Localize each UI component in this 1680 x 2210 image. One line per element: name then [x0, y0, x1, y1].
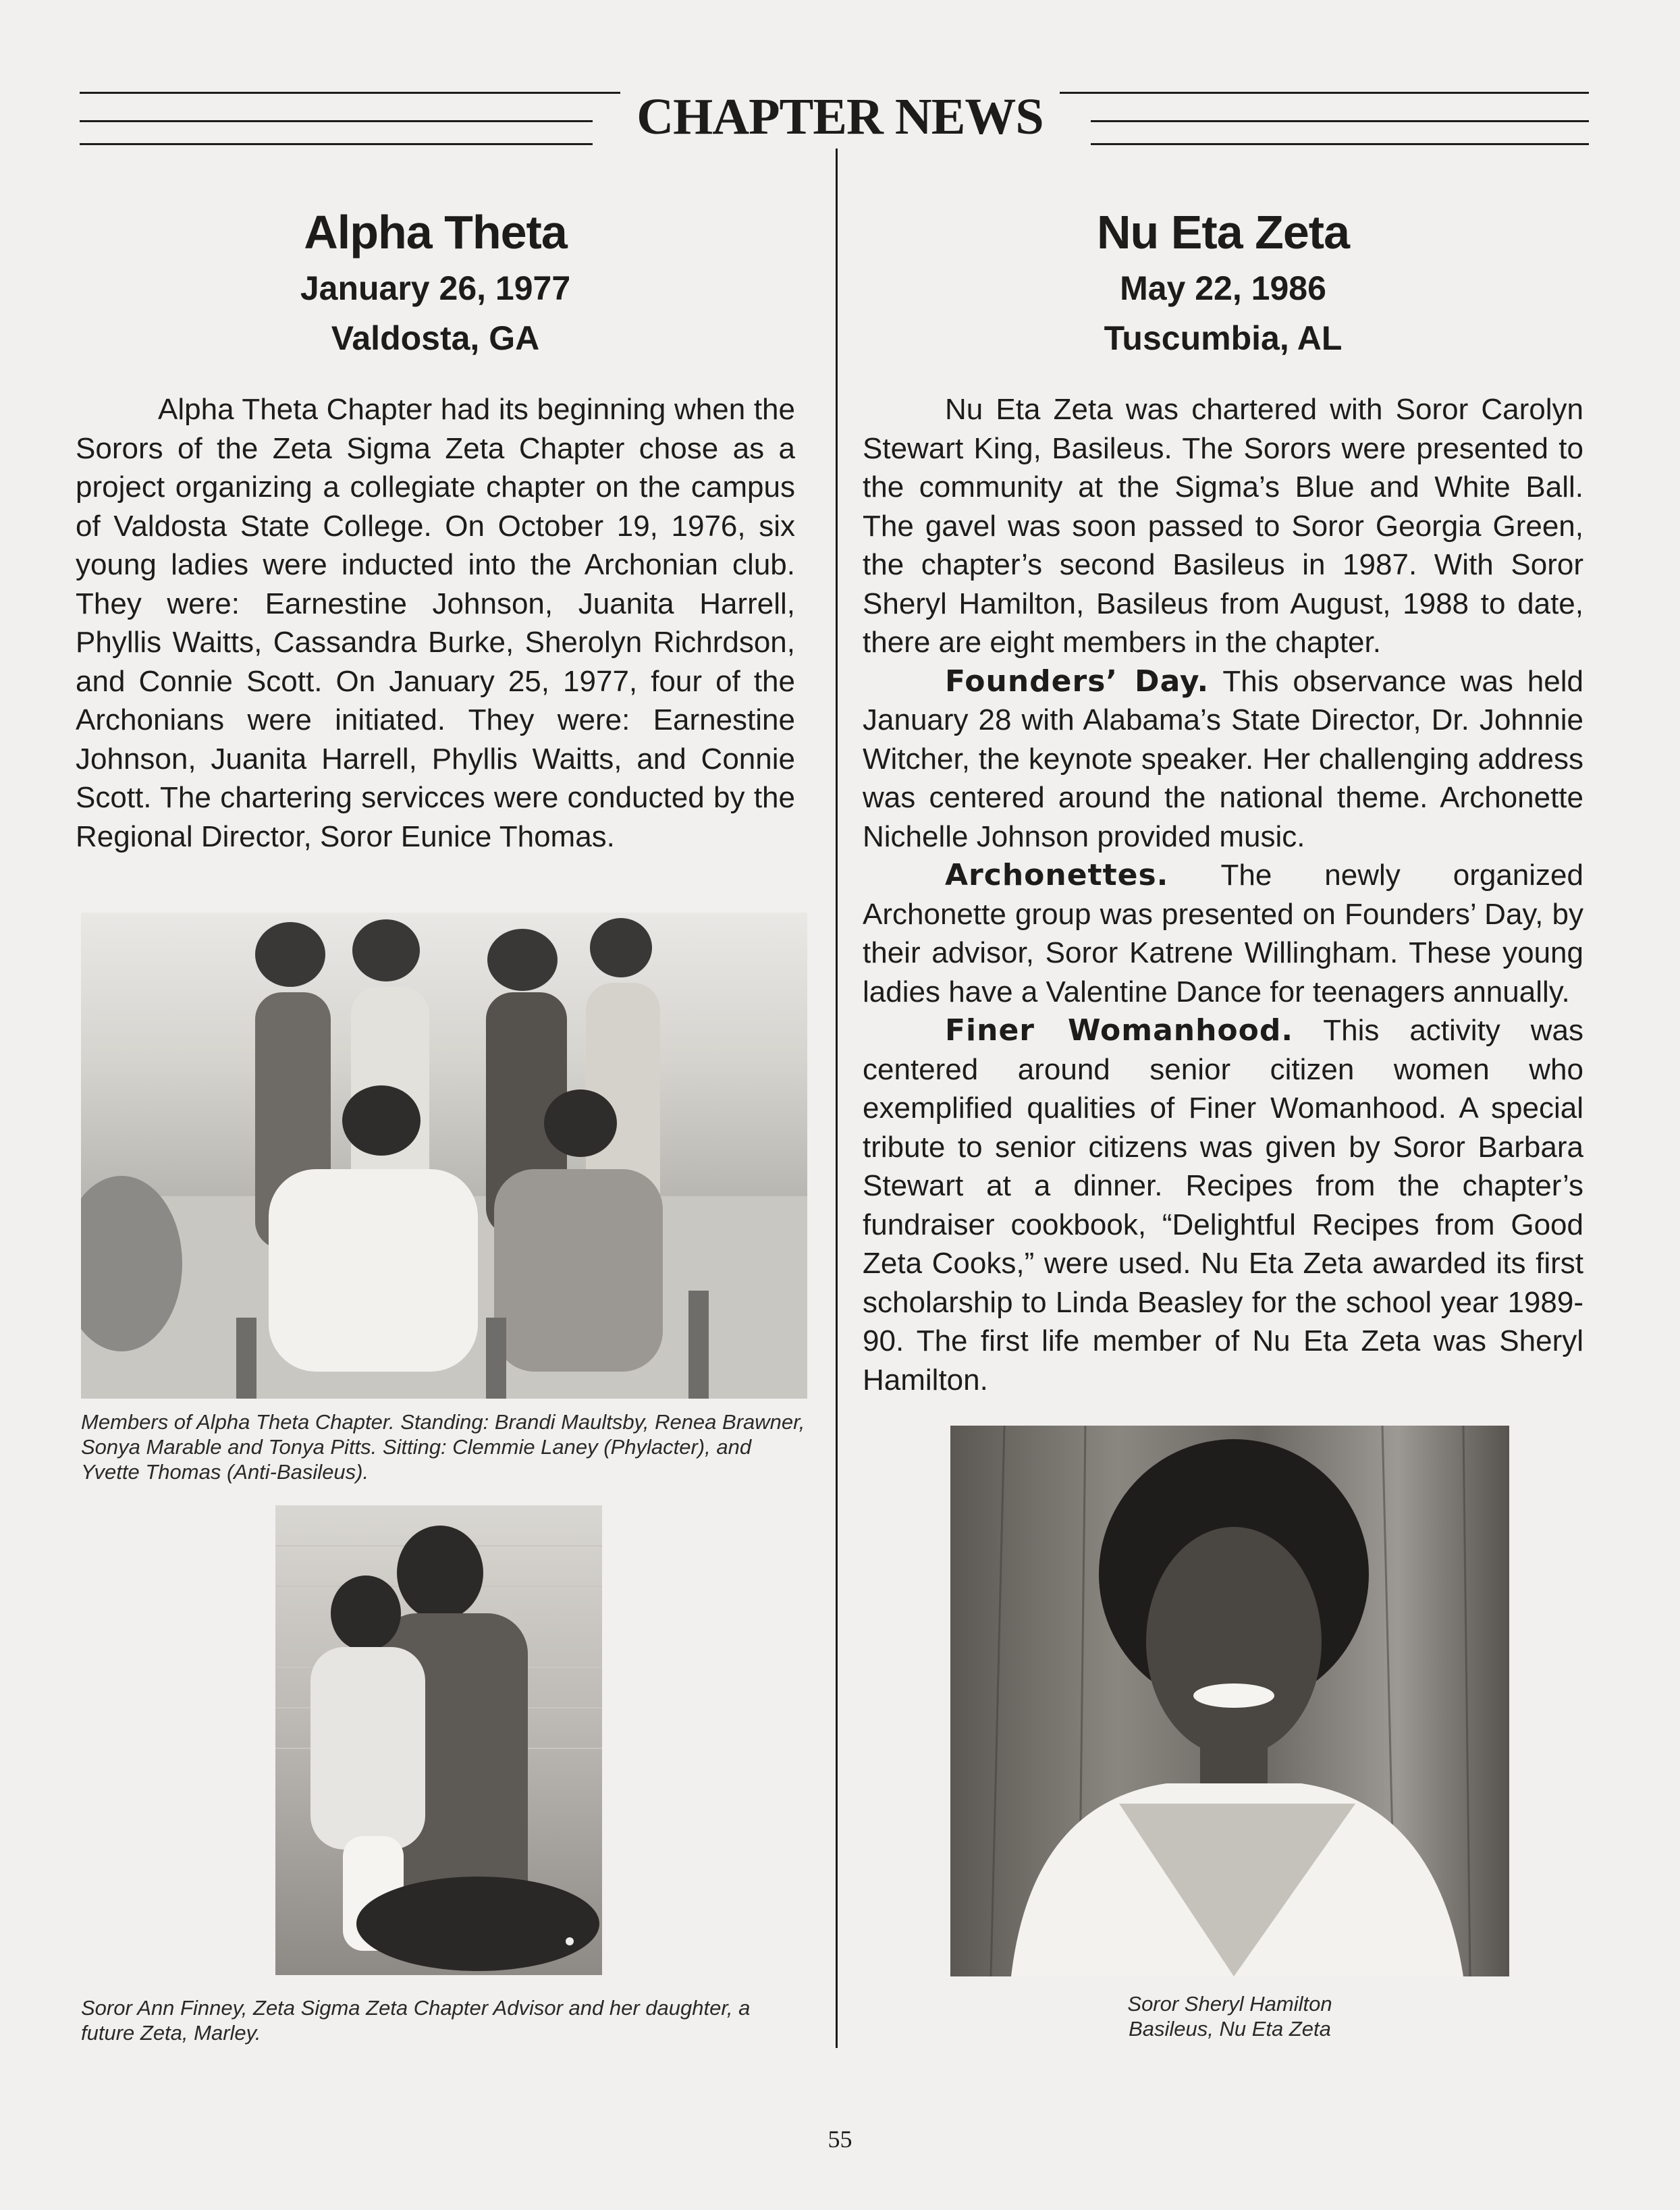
finer-womanhood-heading: Finer Womanhood. — [945, 1013, 1294, 1048]
page-title: CHAPTER NEWS — [0, 91, 1680, 142]
founders-day-paragraph — [863, 662, 1583, 857]
mother-daughter-caption: Soror Ann Finney, Zeta Sigma Zeta Chapter Advisor and her daughter, a future Zeta, Marley. — [81, 1996, 751, 2045]
portrait-caption-name: Soror Sheryl Hamilton — [1127, 1992, 1332, 2016]
right-chapter-name: Nu Eta Zeta — [1096, 206, 1350, 259]
portrait-illustration — [950, 1426, 1509, 1976]
founders-day-text: This observance was held January 28 with Alabama’s State Director, Dr. Johnnie Witcher, the keynote speaker. Her challenging address was centered around the national theme. Archonette Nichelle Johnson provided music. — [863, 664, 1583, 853]
archonettes-text: The newly organized Archonette group was presented on Founders’ Day, by their advisor, Soror Katrene Willingham. These young ladies have a Valentine Dance for teenagers annually. — [863, 859, 1583, 1008]
right-chapter-location: Tuscumbia, AL — [1104, 319, 1343, 357]
left-article-paragraph: Alpha Theta Chapter had its beginning when the Sorors of the Zeta Sigma Zeta Chapter chose as a project organizing a collegiate chapter on the campus of Valdosta State College. On October 19, 1976, six young ladies were inducted into the Archonian club. They were: Earnestine Johnson, Juanita Harrell, Phyllis Waitts, Cassandra Burke, Sherolyn Richrdson, and Connie Scott. On January 25, 1977, four of the Archonians were initiated. They were: Earnestine Johnson, Juanita Harrell, Phyllis Waitts, and Connie Scott. The chartering servicces were conducted by the Regional Director, Soror Eunice Thomas. — [76, 393, 795, 853]
right-article-body — [863, 390, 1583, 1399]
mother-daughter-illustration — [275, 1505, 602, 1975]
group-photo-illustration — [81, 913, 807, 1399]
right-intro-paragraph: Nu Eta Zeta was chartered with Soror Carolyn Stewart King, Basileus. The Sorors were presented to the community at the Sigma’s Blue and White Ball. The gavel was soon passed to Soror Georgia Green, the chapter’s second Basileus in 1987. With Soror Sheryl Hamilton, Basileus from August, 1988 to date, there are eight members in the chapter. — [863, 393, 1583, 659]
left-chapter-location: Valdosta, GA — [331, 319, 540, 357]
left-chapter-name: Alpha Theta — [304, 206, 567, 259]
portrait-caption-title: Basileus, Nu Eta Zeta — [1129, 2017, 1331, 2041]
right-chapter-date: May 22, 1986 — [1120, 269, 1326, 307]
archonettes-paragraph — [863, 856, 1583, 1011]
group-photo — [81, 913, 807, 1399]
finer-womanhood-text: This activity was centered around senior citizen women who exemplified qualities of Finer Womanhood. A special tribute to senior citizens was given by Soror Barbara Stewart at a dinner. Recipes from the chapter’s fundraiser cookbook, “Delightful Recipes from Good Zeta Cooks,” were used. Nu Eta Zeta awarded its first scholarship to Linda Beasley for the school year 1989-90. The first life member of Nu Eta Zeta was Sheryl Hamilton. — [863, 1014, 1584, 1397]
page-number: 55 — [828, 2126, 852, 2153]
group-photo-caption: Members of Alpha Theta Chapter. Standing: Brandi Maultsby, Renea Brawner, Sonya Marable and Tonya Pitts. Sitting: Clemmie Laney (Phylacter), and Yvette Thomas (Anti-Basileus). — [81, 1410, 805, 1484]
archonettes-heading: Archonettes. — [945, 858, 1169, 892]
right-column — [863, 0, 1583, 2093]
founders-day-heading: Founders’ Day. — [945, 664, 1210, 699]
left-column — [76, 0, 805, 2093]
mother-daughter-photo — [275, 1505, 602, 1975]
left-article-body — [76, 390, 795, 856]
column-divider — [836, 149, 838, 2048]
portrait-caption — [950, 1991, 1509, 2041]
finer-womanhood-paragraph — [863, 1011, 1583, 1399]
left-chapter-date: January 26, 1977 — [300, 269, 571, 307]
portrait-photo — [950, 1426, 1509, 1976]
